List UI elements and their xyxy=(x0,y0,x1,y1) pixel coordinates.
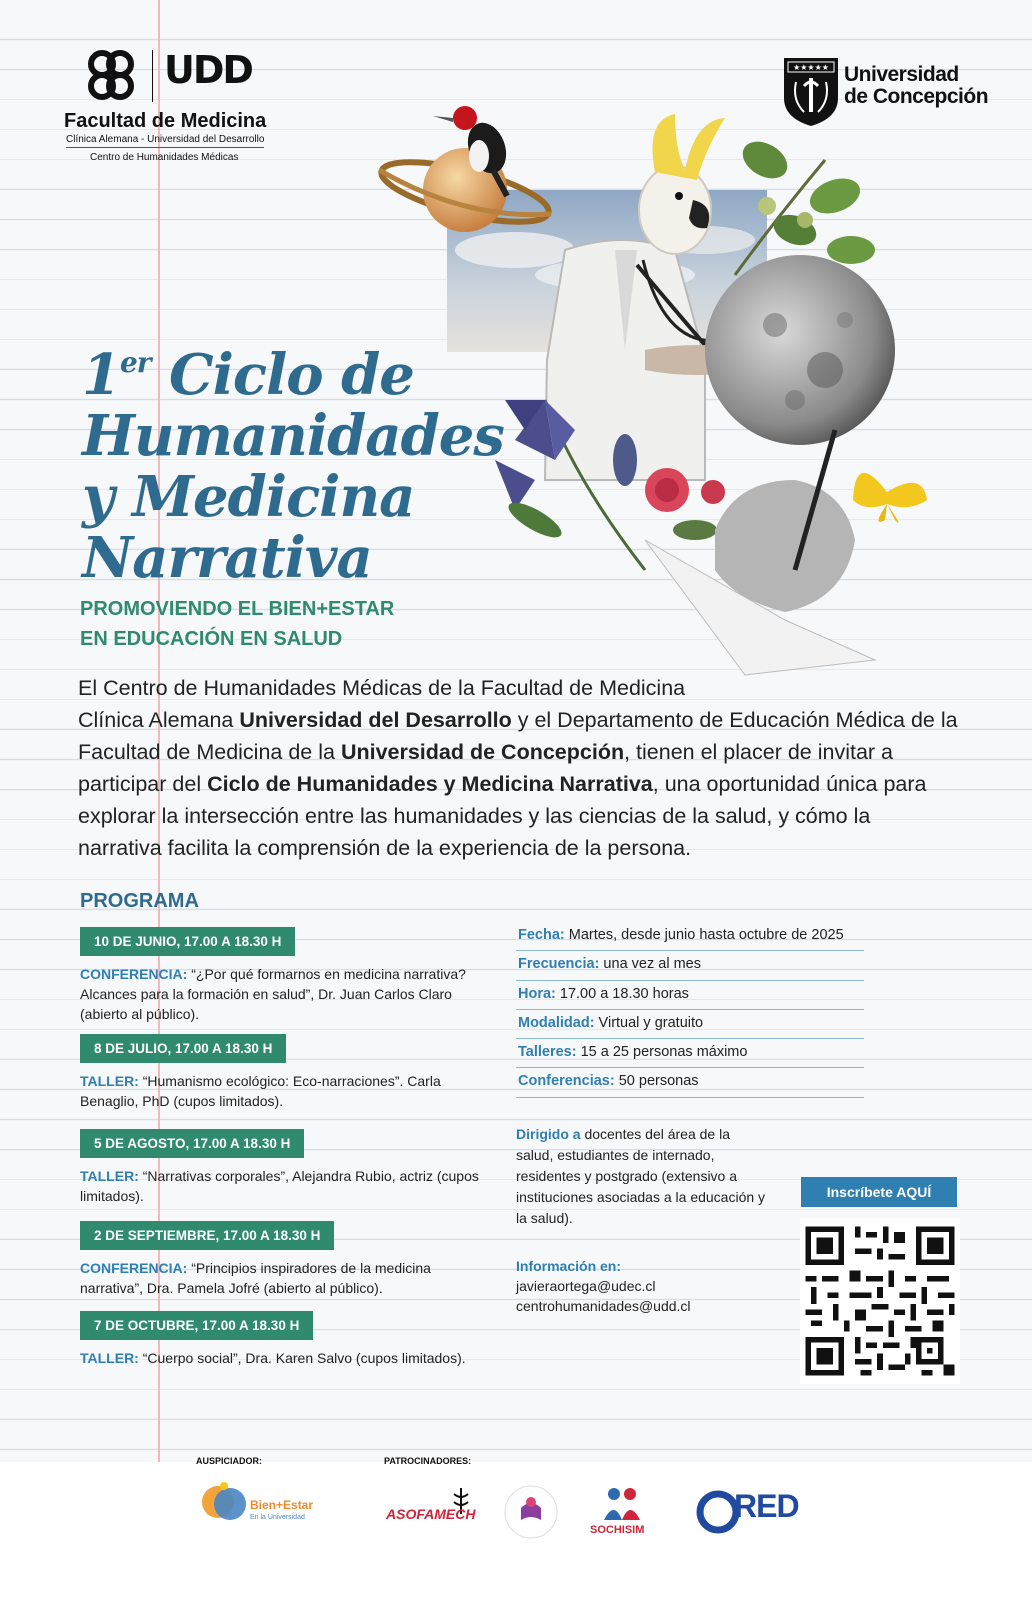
udd-separator xyxy=(152,50,153,102)
detail-label: Fecha: xyxy=(518,927,565,943)
session-date-badge: 5 DE AGOSTO, 17.00 A 18.30 H xyxy=(80,1129,304,1158)
detail-value: 17.00 a 18.30 horas xyxy=(555,985,689,1002)
bienestar-logo xyxy=(198,1478,318,1538)
event-details xyxy=(516,922,864,1098)
detail-value: 50 personas xyxy=(614,1073,699,1090)
sponsor-label: AUSPICIADOR: xyxy=(196,1456,263,1466)
detail-label: Hora: xyxy=(518,985,556,1002)
contact-label: Información en: xyxy=(516,1258,622,1274)
detail-label: Conferencias: xyxy=(518,1073,615,1090)
session-description xyxy=(80,1258,480,1298)
detail-value: 15 a 25 personas máximo xyxy=(576,1044,748,1061)
session-kind: TALLER: xyxy=(80,1168,139,1184)
detail-row-hora xyxy=(516,981,864,1010)
detail-row-frecuencia xyxy=(516,951,864,980)
detail-label: Frecuencia: xyxy=(518,956,600,973)
program-session xyxy=(80,927,480,1024)
sochisim-people-icon xyxy=(602,1486,642,1522)
faculty-title: Facultad de Medicina xyxy=(64,110,267,132)
sochisim-name: SOCHISIM xyxy=(590,1524,645,1536)
register-button[interactable]: Inscríbete AQUÍ xyxy=(801,1177,957,1207)
intro-text-5: , una oportunidad única para explorar la intersección entre las humanidades y las ciencias de la salud, y cómo la narrativa facilita la comprensión de la experiencia de la persona. xyxy=(78,772,927,860)
intro-text-2: Clínica Alemana xyxy=(78,708,240,732)
audience-label: Dirigido a xyxy=(516,1126,581,1142)
intro-text-3: y el Departamento de Educación Médica de la Facultad de Medicina de la xyxy=(78,708,958,764)
session-kind: CONFERENCIA: xyxy=(80,1260,188,1276)
program-session xyxy=(80,1129,480,1206)
session-description xyxy=(80,1071,480,1111)
audience-text xyxy=(516,1124,766,1229)
subtitle-line-2: EN EDUCACIÓN EN SALUD xyxy=(80,628,343,650)
subtitle-line-1: PROMOVIENDO EL BIEN+ESTAR xyxy=(80,598,395,620)
bienestar-heads-icon xyxy=(198,1478,248,1536)
intro-text-4: , tienen el placer de invitar a participar del xyxy=(78,740,894,796)
session-text: “¿Por qué formarnos en medicina narrativa? Alcances para la formación en salud”, Dr. Juan Carlos Claro (abierto al público). xyxy=(80,966,466,1022)
session-date-badge: 10 DE JUNIO, 17.00 A 18.30 H xyxy=(80,927,295,956)
session-description xyxy=(80,1348,480,1368)
subtitle xyxy=(80,594,394,654)
faculty-subtitle: Clínica Alemana - Universidad del Desarrollo xyxy=(66,134,264,148)
session-text: “Cuerpo social”, Dra. Karen Salvo (cupos limitados). xyxy=(138,1350,466,1366)
session-kind: TALLER: xyxy=(80,1350,139,1366)
session-date-badge: 7 DE OCTUBRE, 17.00 A 18.30 H xyxy=(80,1311,313,1340)
title-line1-text: Ciclo de xyxy=(169,342,414,408)
udd-logo xyxy=(62,48,282,168)
title-ordinal-suffix: er xyxy=(119,346,151,379)
intro-text-1: El Centro de Humanidades Médicas de la Facultad de Medicina xyxy=(78,676,686,700)
session-text: “Principios inspiradores de la medicina narrativa”, Dra. Pamela Jofré (abierto al público). xyxy=(80,1260,431,1296)
program-heading: PROGRAMA xyxy=(80,890,199,912)
session-text: “Narrativas corporales”, Alejandra Rubio, actriz (cupos limitados). xyxy=(80,1168,479,1204)
session-date-badge: 2 DE SEPTIEMBRE, 17.00 A 18.30 H xyxy=(80,1221,334,1250)
session-date-badge: 8 DE JULIO, 17.00 A 18.30 H xyxy=(80,1034,286,1063)
program-session xyxy=(80,1034,480,1111)
sochisim-logo xyxy=(588,1486,658,1540)
detail-value: una vez al mes xyxy=(599,956,701,973)
udd-emblem-icon xyxy=(82,48,140,104)
session-kind: CONFERENCIA: xyxy=(80,966,188,982)
title-line-3: y Medicina xyxy=(82,464,415,530)
page-title xyxy=(82,332,502,589)
sociedad-logo xyxy=(503,1484,559,1540)
bienestar-tagline: En la Universidad xyxy=(250,1514,305,1521)
udec-line2: de Concepción xyxy=(844,85,989,108)
asofamech-logo xyxy=(386,1486,476,1536)
title-ordinal: 1 xyxy=(82,342,120,408)
session-text: “Humanismo ecológico: Eco-narraciones”. Carla Benaglio, PhD (cupos limitados). xyxy=(80,1073,441,1109)
intro-paragraph xyxy=(78,672,958,864)
svg-text:★★★★★: ★★★★★ xyxy=(793,63,829,72)
red-name: RED xyxy=(734,1488,799,1524)
detail-label: Talleres: xyxy=(518,1044,577,1061)
session-kind: TALLER: xyxy=(80,1073,139,1089)
patrons-label: PATROCINADORES: xyxy=(384,1456,472,1466)
detail-row-conferencias xyxy=(516,1068,864,1097)
sociedad-emblem-icon xyxy=(503,1484,559,1540)
bienestar-name: Bien+Estar xyxy=(250,1498,314,1512)
detail-label: Modalidad: xyxy=(518,1014,595,1031)
intro-bold-ciclo: Ciclo de Humanidades y Medicina Narrativa xyxy=(207,772,653,796)
intro-bold-udec: Universidad de Concepción xyxy=(340,740,625,764)
moon-icon xyxy=(705,255,895,445)
program-session xyxy=(80,1311,480,1368)
registration-qr-code[interactable] xyxy=(800,1218,960,1384)
detail-row-fecha xyxy=(516,922,864,951)
session-description xyxy=(80,1166,480,1206)
butterfly-icon xyxy=(853,473,927,523)
session-description xyxy=(80,964,480,1024)
asofamech-name: ASOFAMECH xyxy=(386,1506,476,1522)
detail-row-talleres xyxy=(516,1039,864,1068)
saturn-icon xyxy=(376,148,554,234)
program-session xyxy=(80,1221,480,1298)
detail-value: Martes, desde junio hasta octubre de 2025 xyxy=(564,927,844,943)
detail-row-modalidad xyxy=(516,1010,864,1039)
contact-email-udec[interactable]: javieraortega@udec.cl xyxy=(516,1278,656,1294)
intro-bold-udd: Universidad del Desarrollo xyxy=(239,708,512,732)
contact-email-udd[interactable]: centrohumanidades@udd.cl xyxy=(516,1298,691,1314)
udec-line1: Universidad xyxy=(844,63,959,86)
red-logo xyxy=(696,1488,816,1538)
detail-value: Virtual y gratuito xyxy=(594,1014,704,1031)
title-line-2: Humanidades xyxy=(82,403,504,469)
title-line-1 xyxy=(82,332,502,406)
faculty-center: Centro de Humanidades Médicas xyxy=(90,152,239,163)
udd-wordmark: UDD xyxy=(164,48,252,92)
title-line-4: Narrativa xyxy=(82,525,372,591)
audience-description: docentes del área de la salud, estudiantes de internado, residentes y postgrado (extensivo a instituciones asociadas a la educación y la salud). xyxy=(516,1126,766,1226)
contact-info xyxy=(516,1256,776,1316)
